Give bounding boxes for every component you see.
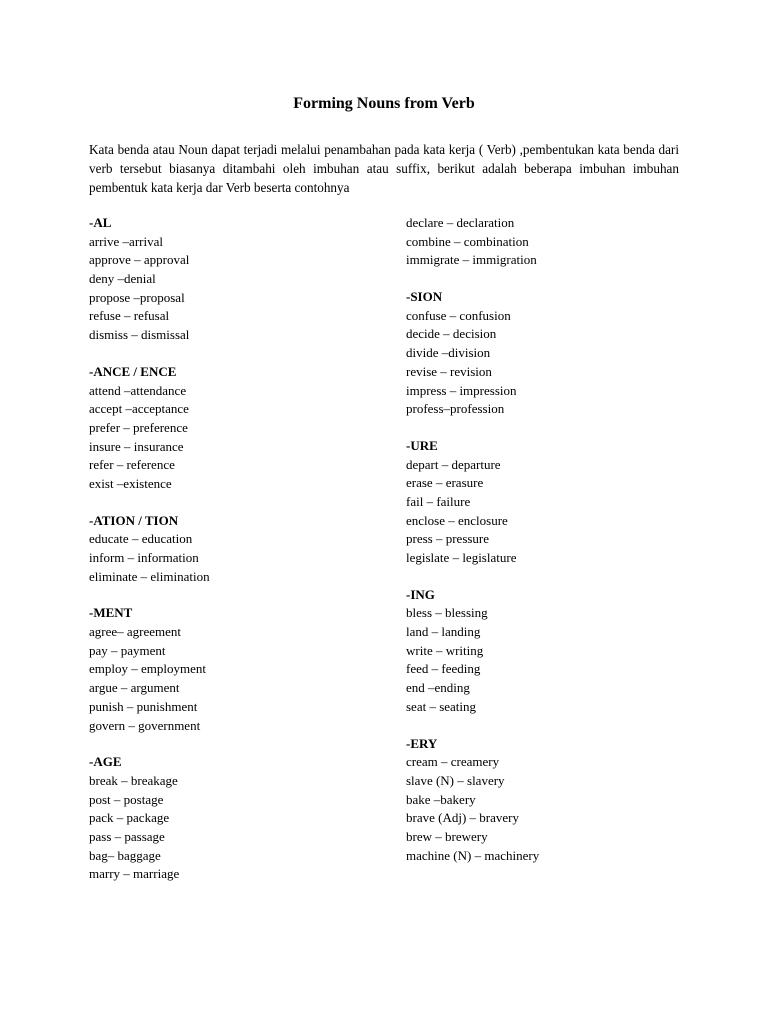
suffix-group-ment	[89, 604, 389, 735]
word-pair: break – breakage	[89, 772, 178, 788]
page-title: Forming Nouns from Verb	[293, 95, 475, 112]
suffix-group-al	[89, 214, 389, 345]
word-pair: feed – feeding	[406, 661, 481, 677]
suffix-group-ation-tion	[89, 512, 389, 587]
word-pair: bag– baggage	[89, 847, 161, 863]
word-pair: agree– agreement	[89, 624, 182, 640]
word-pair: inform – information	[89, 550, 199, 565]
suffix-heading: -ANCE / ENCE	[89, 363, 177, 379]
word-pair: refuse – refusal	[89, 308, 170, 324]
word-pair: slave (N) – slavery	[406, 772, 505, 788]
suffix-heading: -AGE	[89, 754, 122, 770]
suffix-group-ure	[406, 437, 706, 568]
word-pair: exist –existence	[89, 475, 172, 491]
suffix-group-ance-ence	[89, 363, 389, 494]
word-pair: erase – erasure	[406, 475, 484, 491]
word-pair: accept –acceptance	[89, 401, 189, 417]
word-pair: pack – package	[89, 810, 170, 826]
word-pair: brave (Adj) – bravery	[406, 810, 519, 826]
word-pair: legislate – legislature	[406, 550, 517, 565]
word-pair: attend –attendance	[89, 382, 187, 398]
word-pair: revise – revision	[406, 363, 492, 379]
suffix-group-ing	[406, 586, 706, 717]
word-pair: eliminate – elimination	[89, 568, 210, 584]
suffix-heading: -MENT	[89, 605, 133, 621]
word-pair: govern – government	[89, 717, 201, 733]
word-pair: post – postage	[89, 791, 164, 807]
word-pair: land – landing	[406, 624, 481, 640]
word-pair: educate – education	[89, 531, 193, 547]
suffix-group-ation-continued	[406, 214, 706, 270]
word-pair: declare – declaration	[406, 215, 515, 230]
suffix-group-age	[89, 753, 389, 884]
word-pair: dismiss – dismissal	[89, 327, 190, 343]
word-pair: fail – failure	[406, 493, 471, 509]
word-pair: combine – combination	[406, 233, 529, 249]
word-pair: machine (N) – machinery	[406, 847, 540, 863]
word-pair: confuse – confusion	[406, 307, 511, 323]
word-pair: seat – seating	[406, 698, 477, 714]
word-pair: immigrate – immigration	[406, 252, 537, 268]
word-pair: bless – blessing	[406, 605, 488, 621]
word-pair: deny –denial	[89, 271, 156, 287]
word-pair: press – pressure	[406, 531, 490, 547]
suffix-heading: -SION	[406, 289, 443, 305]
word-pair: prefer – preference	[89, 419, 188, 435]
suffix-heading: -ERY	[406, 735, 438, 751]
suffix-group-ery	[406, 735, 706, 866]
suffix-heading: -ING	[406, 586, 435, 602]
word-pair: enclose – enclosure	[406, 512, 508, 528]
word-pair: marry – marriage	[89, 866, 180, 882]
word-pair: bake –bakery	[406, 791, 476, 807]
suffix-group-sion	[406, 288, 706, 419]
word-pair: decide – decision	[406, 326, 497, 342]
word-pair: punish – punishment	[89, 698, 198, 714]
word-pair: argue – argument	[89, 680, 180, 696]
word-pair: profess–profession	[406, 401, 505, 417]
right-column	[406, 214, 706, 883]
word-pair: employ – employment	[89, 661, 206, 677]
word-pair: propose –proposal	[89, 289, 185, 305]
suffix-heading: -AL	[89, 215, 112, 230]
word-pair: pay – payment	[89, 642, 166, 658]
word-pair: end –ending	[406, 680, 470, 696]
word-pair: refer – reference	[89, 457, 175, 473]
suffix-heading: -ATION / TION	[89, 512, 179, 528]
word-pair: write – writing	[406, 642, 484, 658]
intro-paragraph: Kata benda atau Noun dapat terjadi melalui penambahan pada kata kerja ( Verb) ,pembentukan kata benda dari verb tersebut biasanya ditambahi oleh imbuhan atau suffix, berikut adalah beberapa imbuhan imbuhan pembentuk kata kerja dar Verb beserta contohnya	[89, 142, 679, 195]
word-pair: pass – passage	[89, 828, 165, 844]
word-pair: approve – approval	[89, 252, 190, 268]
word-pair: impress – impression	[406, 382, 517, 398]
word-pair: divide –division	[406, 345, 491, 361]
left-column	[89, 214, 389, 902]
word-pair: depart – departure	[406, 456, 501, 472]
suffix-heading: -URE	[406, 437, 438, 453]
word-pair: brew – brewery	[406, 828, 488, 844]
word-pair: cream – creamery	[406, 754, 500, 770]
word-pair: arrive –arrival	[89, 233, 163, 249]
word-pair: insure – insurance	[89, 438, 184, 454]
